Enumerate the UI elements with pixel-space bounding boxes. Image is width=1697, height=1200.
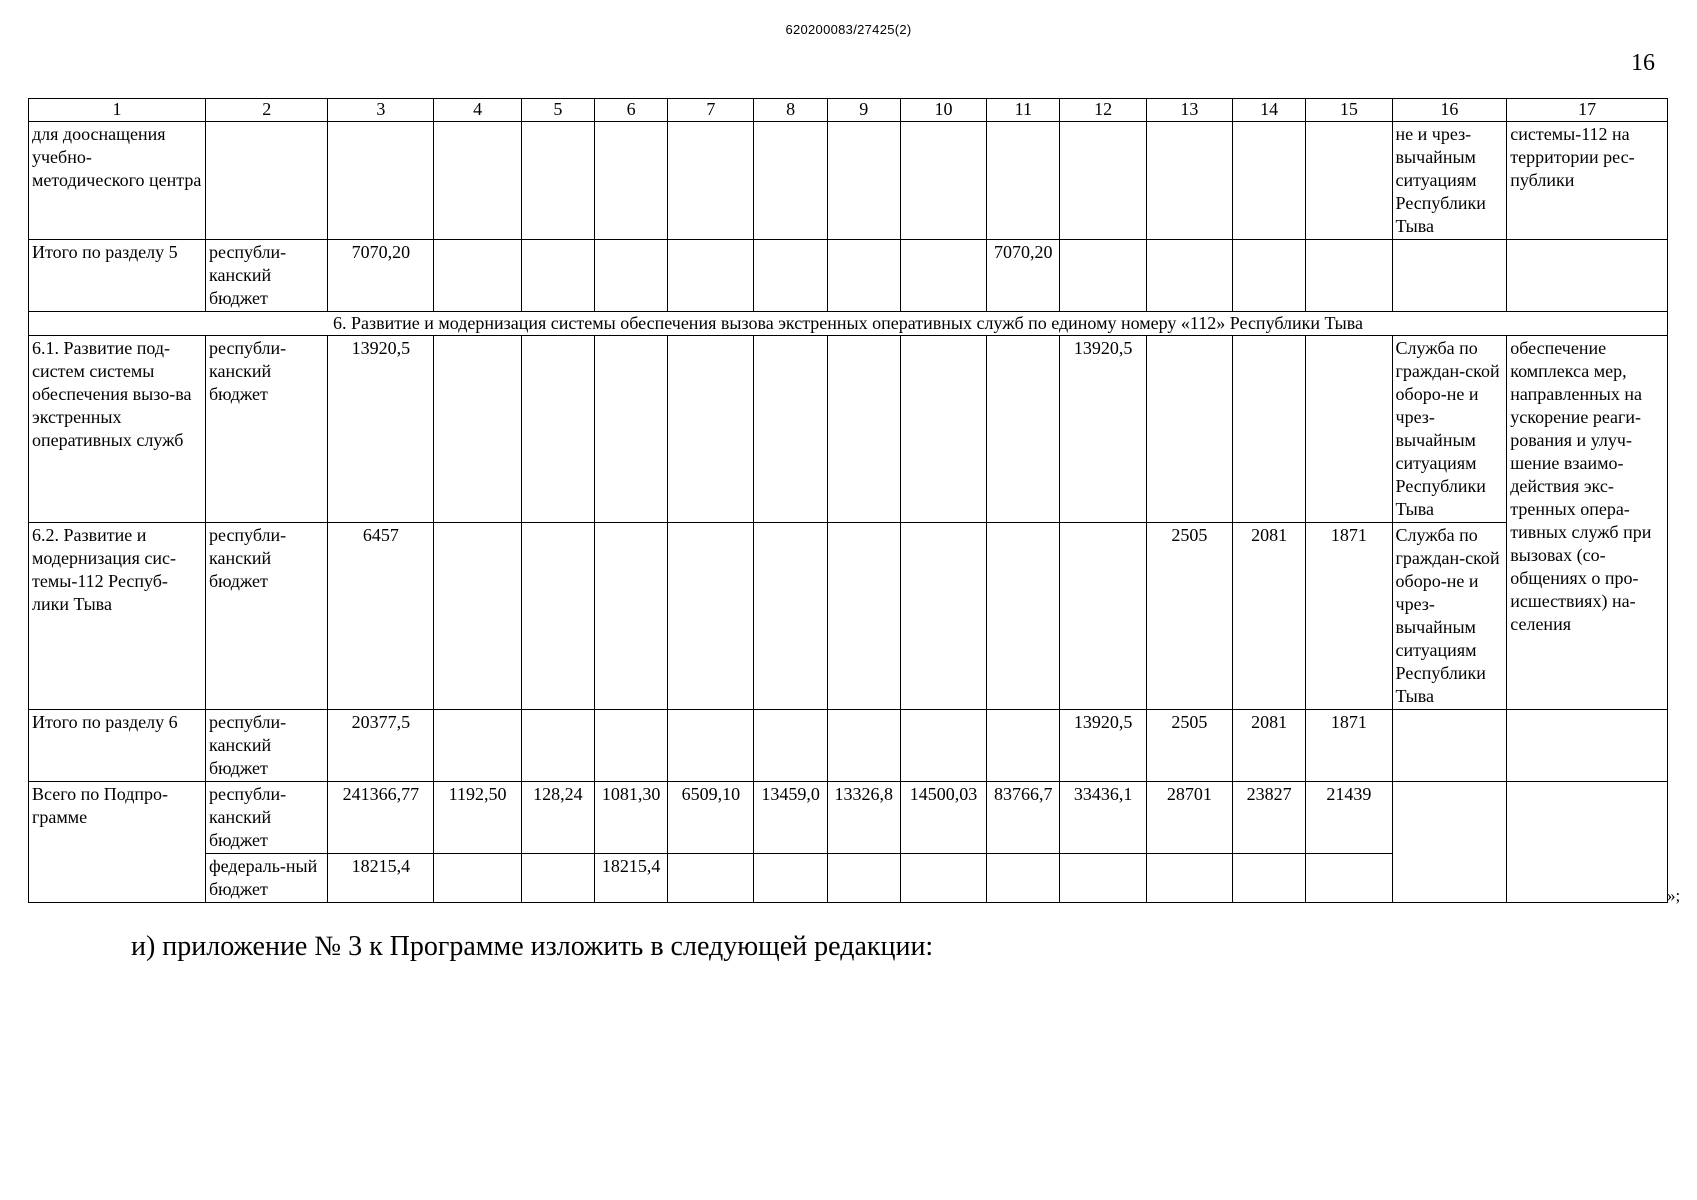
col-header: 13 (1146, 99, 1232, 122)
col-header: 10 (900, 99, 986, 122)
section6-total-row (29, 710, 1668, 782)
col-header: 17 (1507, 99, 1668, 122)
cell-total: 6457 (328, 523, 434, 710)
cell-event: Итого по разделу 5 (29, 240, 206, 312)
cell-executor: Служба по граждан-ской оборо-не и чрез-вычайным ситуациям Республики Тыва (1392, 523, 1507, 710)
col-header: 12 (1060, 99, 1146, 122)
cell-value: 33436,1 (1060, 782, 1146, 854)
cell-executor: не и чрез-вычайным ситуациям Республики Тыва (1392, 122, 1507, 240)
cell-value: 128,24 (521, 782, 594, 854)
col-header: 4 (434, 99, 521, 122)
col-header: 1 (29, 99, 206, 122)
col-header: 15 (1306, 99, 1392, 122)
cell-event: 6.1. Развитие под-систем системы обеспечения вызо-ва экстренных оперативных служб (29, 336, 206, 523)
cell-total: 13920,5 (328, 336, 434, 523)
cell-value: 13459,0 (754, 782, 827, 854)
cell-result: системы-112 на территории рес-публики (1507, 122, 1668, 240)
cell-source: республи-канский бюджет (206, 710, 328, 782)
continuation-row (29, 122, 1668, 240)
col-header: 9 (827, 99, 900, 122)
col-header: 16 (1392, 99, 1507, 122)
cell-value: 1081,30 (594, 782, 667, 854)
col-header: 14 (1233, 99, 1306, 122)
cell-total: 18215,4 (328, 854, 434, 903)
column-number-row (29, 99, 1668, 122)
cell-value: 6509,10 (668, 782, 754, 854)
col-header: 5 (521, 99, 594, 122)
cell-value: 83766,7 (987, 782, 1060, 854)
cell-value: 21439 (1306, 782, 1392, 854)
cell-value: 7070,20 (987, 240, 1060, 312)
cell-event: 6.2. Развитие и модернизация сис-темы-112 Респуб-лики Тыва (29, 523, 206, 710)
cell-value: 28701 (1146, 782, 1232, 854)
cell-value: 18215,4 (594, 854, 667, 903)
document-id: 620200083/27425(2) (785, 22, 912, 37)
cell-value: 2505 (1146, 523, 1232, 710)
cell-event: Всего по Подпро-грамме (29, 782, 206, 903)
section6-header-row (29, 312, 1668, 336)
grand-total-republican-row (29, 782, 1668, 854)
cell-source: республи-канский бюджет (206, 523, 328, 710)
cell-value: 2081 (1233, 523, 1306, 710)
col-header: 2 (206, 99, 328, 122)
cell-value: 2081 (1233, 710, 1306, 782)
closing-paragraph: и) приложение № 3 к Программе изложить в следующей редакции: (131, 931, 934, 962)
cell-source: республи-канский бюджет (206, 336, 328, 523)
cell-value: 14500,03 (900, 782, 986, 854)
row-6-2 (29, 523, 1668, 710)
cell-event: для дооснащения учебно-методического центра (29, 122, 206, 240)
cell-value: 13920,5 (1060, 336, 1146, 523)
cell-total: 20377,5 (328, 710, 434, 782)
cell-source: федераль-ный бюджет (206, 854, 328, 903)
cell-executor: Служба по граждан-ской оборо-не и чрез-вычайным ситуациям Республики Тыва (1392, 336, 1507, 523)
cell-source: республи-канский бюджет (206, 240, 328, 312)
col-header: 6 (594, 99, 667, 122)
section5-total-row (29, 240, 1668, 312)
cell-value: 2505 (1146, 710, 1232, 782)
col-header: 8 (754, 99, 827, 122)
cell-value: 13920,5 (1060, 710, 1146, 782)
cell-value: 13326,8 (827, 782, 900, 854)
cell-total: 241366,77 (328, 782, 434, 854)
col-header: 11 (987, 99, 1060, 122)
row-6-1 (29, 336, 1668, 523)
col-header: 3 (328, 99, 434, 122)
cell-value: 1192,50 (434, 782, 521, 854)
cell-value: 1871 (1306, 523, 1392, 710)
col-header: 7 (668, 99, 754, 122)
section-title: 6. Развитие и модернизация системы обеспечения вызова экстренных оперативных служб по единому номеру «112» Республики Тыва (29, 312, 1668, 336)
cell-total: 7070,20 (328, 240, 434, 312)
cell-event: Итого по разделу 6 (29, 710, 206, 782)
cell-value: 1871 (1306, 710, 1392, 782)
closing-quote-mark: »; (1667, 886, 1681, 905)
cell-result: обеспечение комплекса мер, направленных на ускорение реаги-рования и улуч-шение взаимо-действия экс-тренных опера-тивных служб при вызовах (со-общениях о про-исшествиях) на-селения (1507, 336, 1668, 710)
page-number: 16 (1631, 50, 1655, 76)
cell-value: 23827 (1233, 782, 1306, 854)
subprogram-table (28, 98, 1668, 903)
cell-source: республи-канский бюджет (206, 782, 328, 854)
